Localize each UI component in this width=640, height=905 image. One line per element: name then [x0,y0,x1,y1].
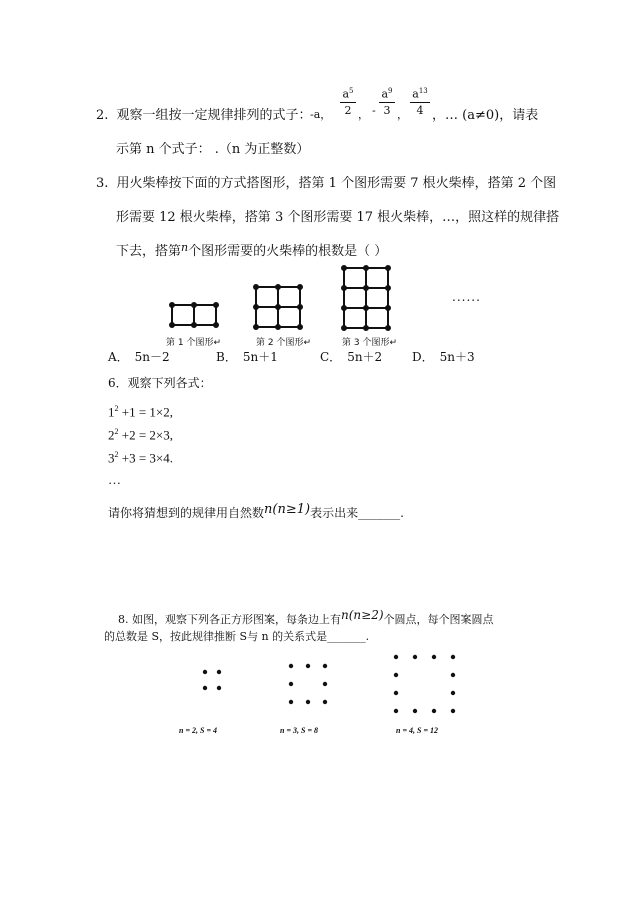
q3-line2: 形需要 12 根火柴棒，搭第 3 个图形需要 17 根火柴棒，…，照这样的规律搭 [116,210,560,225]
q2-text: 观察一组按一定规律排列的式子： [116,108,312,123]
q2-tail: ，… (a≠0)，请表 [432,108,539,123]
q3-caption-3: 第 3 个图形↵ [342,338,397,348]
matchstick-figure-2 [254,285,304,331]
q8-caption-3: n = 4, S = 12 [396,726,439,735]
q3-caption-1: 第 1 个图形↵ [166,338,221,348]
q2-term4: $a^{13}$ 4 [410,85,430,117]
q3-line3: 下去，搭第$^n$个图形需要的火柴棒的根数是（ ） [116,241,388,259]
q6-equation-2: $2^2 +2 = 2\times 3$, [108,427,173,443]
q8-caption-1: n = 2, S = 4 [179,726,218,735]
dot-pattern-n3 [289,664,329,704]
dot-pattern-n2 [203,670,223,690]
q2-term2: $a^5$ 2 [340,85,356,117]
matchstick-figure-1 [170,303,220,327]
q3-number: 3. [96,176,109,191]
q6-equation-1: $1^2 +1 = 1\times 2$, [108,404,173,420]
q3-ellipsis: ...... [452,290,481,304]
q3-option-d[interactable]: D． 5n＋3 [412,350,475,364]
q2-line2: 示第 n 个式子： .（n 为正整数） [116,142,310,157]
dot-pattern-n4 [394,655,454,715]
q3-option-c[interactable]: C． 5n＋2 [320,350,383,364]
q2-sep2: ， [397,108,408,121]
q8-line1: 8. 如图，观察下列各正方形图案，每条边上有n(n≥2)个圆点，每个图案圆点 [118,608,494,626]
q2-line1 [96,104,312,123]
q6-dots: … [108,472,121,487]
q6-prompt: 请你将猜想到的规律用自然数n(n≥1)表示出来_______. [108,502,404,520]
q6-equation-3: $3^2 +3 = 3\times 4$. [108,450,173,466]
q8-line2: 的总数是 S，按此规律推断 S与 n 的关系式是_______. [104,630,370,643]
q2-number: 2. [96,108,109,123]
q3-caption-2: 第 2 个图形↵ [256,338,311,348]
q6-title: 6．观察下列各式： [108,376,212,390]
q2-term3-sign: - [372,104,376,117]
q3-option-a[interactable]: A． 5n－2 [108,350,170,364]
q3-line1: 3. 用火柴棒按下面的方式搭图形，搭第 1 个图形需要 7 根火柴棒，搭第 2 个图 [96,176,557,191]
q8-caption-2: n = 3, S = 8 [280,726,319,735]
q2-sep1: ， [358,108,369,121]
matchstick-figure-3 [342,266,392,332]
q2-term3: $a^9$ 3 [379,85,395,117]
q3-option-b[interactable]: B． 5n＋1 [216,350,278,364]
q2-term1: -a， [310,108,332,121]
